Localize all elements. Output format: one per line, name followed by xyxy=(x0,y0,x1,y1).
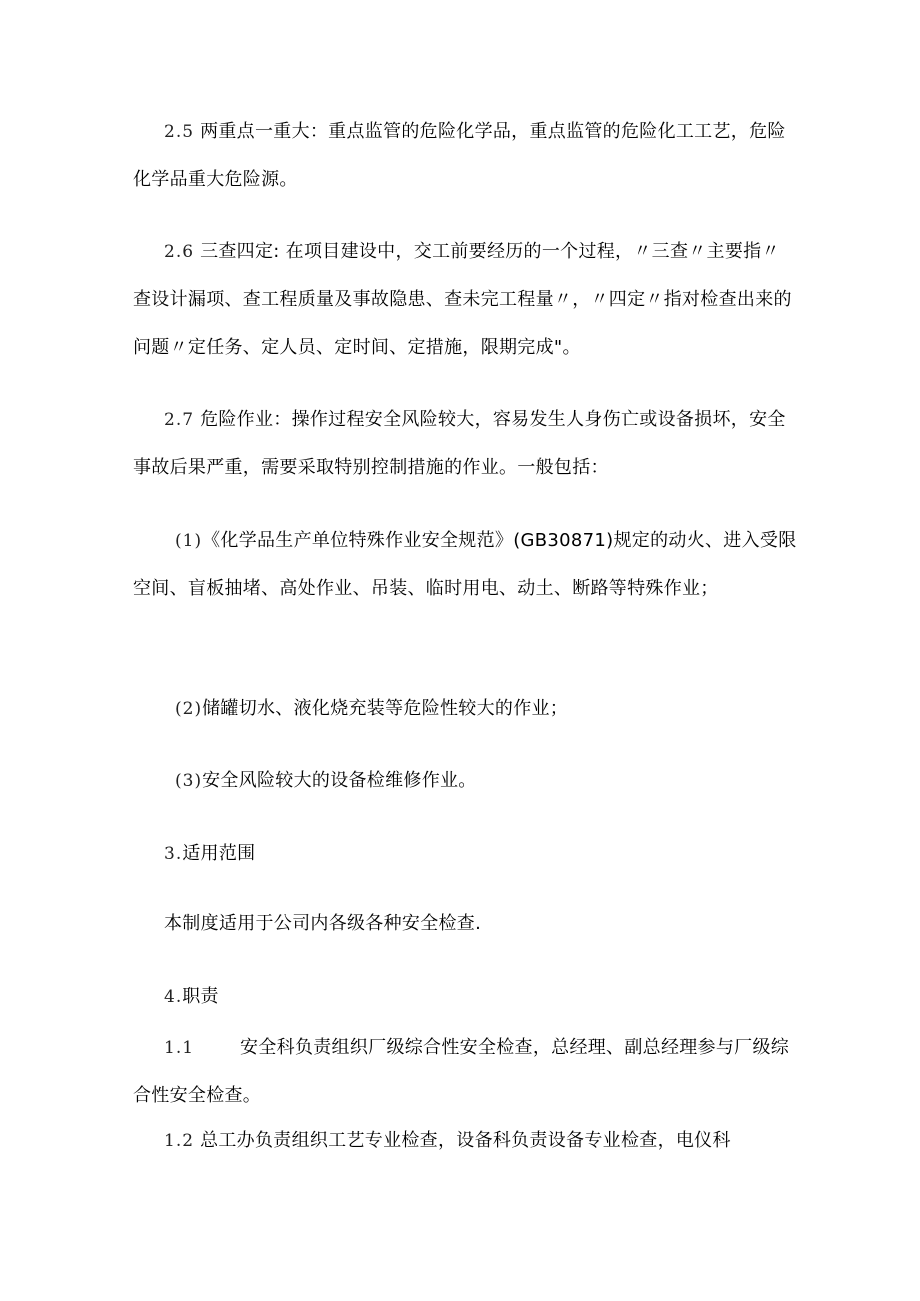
paragraph-2-5 xyxy=(133,108,798,204)
scope-paragraph xyxy=(133,900,798,948)
item-number: (2) xyxy=(175,699,203,719)
clause-text: 三查四定: 在项目建设中，交工前要经历的一个过程，〃三查〃主要指〃查设计漏项、查工程质量及事故隐患、查未完工程量〃，〃四定〃指对检查出来的问题〃定任务、定人员、定时间、定措施，限期完成"。 xyxy=(133,241,792,358)
clause-number: 2.7 xyxy=(164,410,195,430)
paragraph-1-2 xyxy=(133,1117,798,1165)
paragraph-item-2 xyxy=(133,685,798,733)
item-number: (3) xyxy=(175,771,203,791)
section-heading-4 xyxy=(133,973,798,1021)
section-title: 适用范围 xyxy=(182,843,256,864)
section-number: 3. xyxy=(164,844,183,864)
scope-text: 本制度适用于公司内各级各种安全检查. xyxy=(164,913,482,934)
clause-number: 2.5 xyxy=(164,122,195,142)
paragraph-item-3 xyxy=(133,757,798,805)
clause-text: 安全科负责组织厂级综合性安全检查，总经理、副总经理参与厂级综合性安全检查。 xyxy=(133,1037,790,1106)
clause-text: 两重点一重大：重点监管的危险化学品，重点监管的危险化工工艺，危险化学品重大危险源。 xyxy=(133,121,786,190)
paragraph-1-1 xyxy=(133,1024,798,1120)
clause-text: 危险作业：操作过程安全风险较大，容易发生人身伤亡或设备损坏，安全事故后果严重，需要采取特别控制措施的作业。一般包括： xyxy=(133,409,786,478)
item-text: 储罐切水、液化烧充装等危险性较大的作业； xyxy=(202,698,569,719)
clause-number: 2.6 xyxy=(164,242,195,262)
section-heading-3 xyxy=(133,830,798,878)
section-number: 4. xyxy=(164,987,183,1007)
paragraph-item-1 xyxy=(133,517,798,613)
clause-number: 1.1 xyxy=(164,1038,195,1058)
section-title: 职责 xyxy=(182,986,219,1007)
paragraph-2-6 xyxy=(133,228,798,372)
clause-text: 总工办负责组织工艺专业检查，设备科负责设备专业检查，电仪科 xyxy=(200,1130,731,1151)
item-number: (1) xyxy=(175,531,203,551)
item-text: 安全风险较大的设备检维修作业。 xyxy=(202,770,477,791)
clause-number: 1.2 xyxy=(164,1131,195,1151)
paragraph-2-7 xyxy=(133,396,798,492)
item-text: 《化学品生产单位特殊作业安全规范》(GB30871)规定的动火、进入受限空间、盲板抽堵、高处作业、吊装、临时用电、动土、断路等特殊作业； xyxy=(133,530,797,599)
